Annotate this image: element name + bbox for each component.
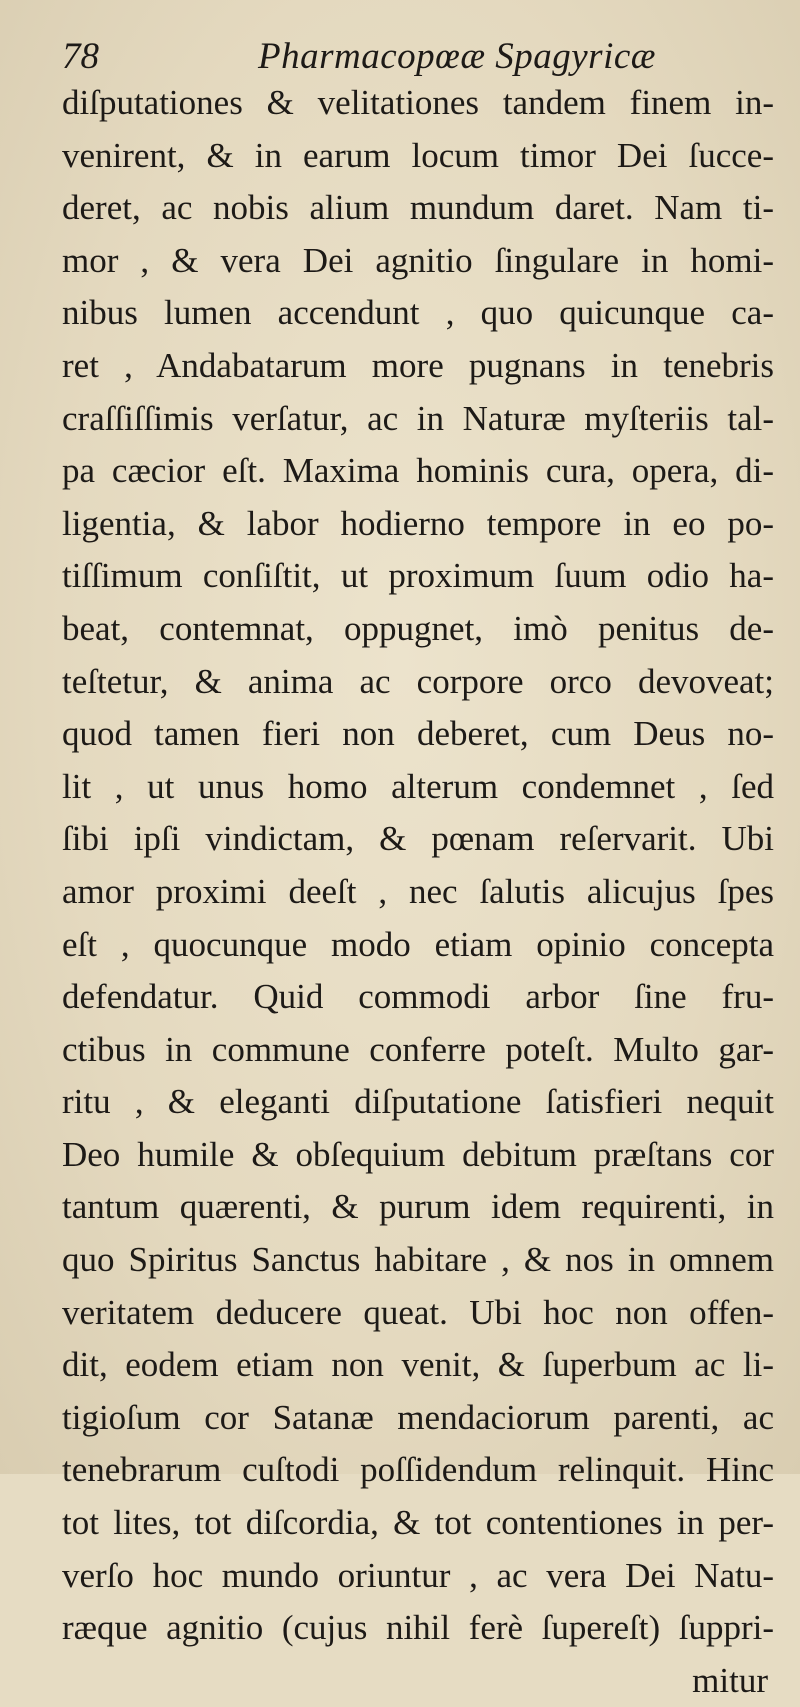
text-line: beat, contemnat, oppugnet, imò penitus de-	[62, 608, 774, 648]
text-line: craſſiſſimis verſatur, ac in Naturæ myſteriis tal-	[62, 398, 774, 438]
catchword: mitur	[692, 1660, 768, 1700]
text-line: ret , Andabatarum more pugnans in tenebris	[62, 345, 774, 385]
text-line: quo Spiritus Sanctus habitare , & nos in omnem	[62, 1240, 774, 1280]
text-line: mor , & vera Dei agnitio ſingulare in homi-	[62, 240, 774, 280]
text-line: quod tamen fieri non deberet, cum Deus no-	[62, 714, 774, 754]
page-header	[62, 28, 762, 84]
text-line: ligentia, & labor hodierno tempore in eo po-	[62, 503, 774, 543]
text-line: pa cæcior eſt. Maxima hominis cura, opera, di-	[62, 451, 774, 491]
text-line: venirent, & in earum locum timor Dei ſucce-	[62, 135, 774, 175]
text-line: verſo hoc mundo oriuntur , ac vera Dei Natu-	[62, 1555, 774, 1595]
text-line: eſt , quocunque modo etiam opinio concepta	[62, 924, 774, 964]
text-line: ritu , & eleganti diſputatione ſatisfieri nequit	[62, 1082, 774, 1122]
text-line: ſibi ipſi vindictam, & pœnam reſervarit. Ubi	[62, 819, 774, 859]
body-text	[62, 77, 774, 1707]
text-line: Deo humile & obſequium debitum præſtans cor	[62, 1134, 774, 1174]
text-line: ræque agnitio (cujus nihil ferè ſupereſt) ſuppri-	[62, 1608, 774, 1648]
text-line: nibus lumen accendunt , quo quicunque ca-	[62, 293, 774, 333]
text-line: deret, ac nobis alium mundum daret. Nam ti-	[62, 188, 774, 228]
text-line: veritatem deducere queat. Ubi hoc non offen-	[62, 1292, 774, 1332]
page-number: 78	[62, 36, 99, 77]
text-line: ctibus in commune conferre poteſt. Multo gar-	[62, 1029, 774, 1069]
text-line: dit, eodem etiam non venit, & ſuperbum ac li-	[62, 1345, 774, 1385]
text-line: tiſſimum conſiſtit, ut proximum ſuum odio ha-	[62, 556, 774, 596]
text-line: tot lites, tot diſcordia, & tot contentiones in per-	[62, 1503, 774, 1543]
text-line: tigioſum cor Satanæ mendaciorum parenti, ac	[62, 1397, 774, 1437]
text-line: amor proximi deeſt , nec ſalutis alicujus ſpes	[62, 871, 774, 911]
running-title: Pharmacopœæ Spagyricæ	[258, 36, 656, 77]
text-line: tenebrarum cuſtodi poſſidendum relinquit. Hinc	[62, 1450, 774, 1490]
text-line: lit , ut unus homo alterum condemnet , ſed	[62, 766, 774, 806]
text-line: teſtetur, & anima ac corpore orco devoveat;	[62, 661, 774, 701]
text-line: diſputationes & velitationes tandem finem in-	[62, 83, 774, 122]
text-line: tantum quærenti, & purum idem requirenti, in	[62, 1187, 774, 1227]
text-line: defendatur. Quid commodi arbor ſine fru-	[62, 977, 774, 1017]
